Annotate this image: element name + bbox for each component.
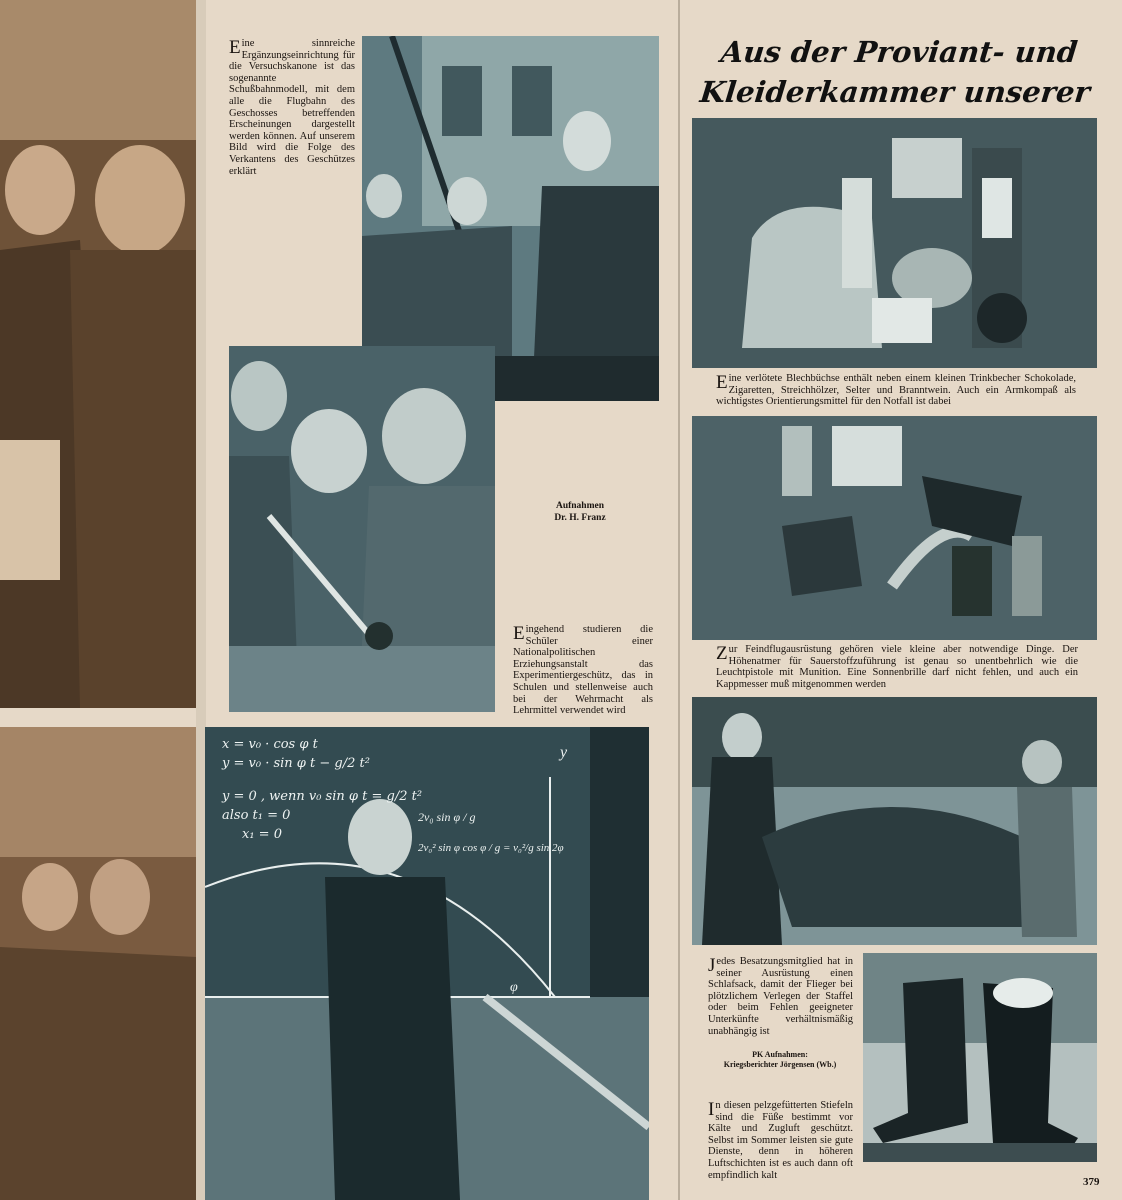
caption-schussbahnmodell xyxy=(229,38,355,177)
caption-initial: J xyxy=(708,955,716,976)
angle-label-phi: φ xyxy=(510,980,518,995)
caption-feindflug xyxy=(716,644,1078,690)
caption-initial: E xyxy=(513,623,525,644)
formula-7: 2v₀² sin φ cos φ / g = v₀²/g sin 2φ xyxy=(418,842,564,854)
headline-line1: Aus der Proviant- und xyxy=(719,35,1080,69)
photo-schlafsack xyxy=(692,697,1097,945)
caption-text: ingehend studieren die Schüler einer Nationalpolitischen Erziehungsanstalt das Experimentiergeschütz, das in Schulen und stellenweise auch bei der Wehrmacht als Lehrmittel verwendet wird xyxy=(513,624,653,717)
photo-feindflugausruestung xyxy=(692,416,1097,640)
credit-franz-line1: Aufnahmen xyxy=(555,501,605,511)
axis-label-y: y xyxy=(560,744,568,761)
caption-text: n diesen pelzgefütterten Stiefeln sind die Füße bestimmt vor Kälte und Zugluft geschützt. Selbst im Sommer leisten sie gute Dienste, denn in höheren Luftschichten ist es auch dann oft empfindlich kalt xyxy=(708,1100,853,1181)
left-photo-students-bottom xyxy=(0,727,196,1200)
formula-3: y = 0 , wenn v₀ sin φ t = g/2 t² xyxy=(222,789,423,804)
caption-experimentiergeschuetz xyxy=(513,624,653,717)
caption-text: ur Feindflugausrüstung gehören viele kleine aber notwendige Dinge. Der Höhenatmer für Sauerstoffzuführung ist genau so unentbehrlich wie die Leuchtpistole mit Munition. Eine Sonnenbrille darf nicht fehlen, und auch ein Kappmesser muß mitgenommen werden xyxy=(716,644,1078,690)
formula-2: y = v₀ · sin φ t − g/2 t² xyxy=(222,756,370,771)
photo-stiefel xyxy=(863,953,1097,1162)
caption-text: edes Besatzungsmitglied hat in seiner Ausrüstung einen Schlafsack, damit der Flieger bei plötzlichem Verlegen der Staffel oder beim Fehlen geeigneter Unterkünfte verhältnismäßig unabhängig ist xyxy=(708,956,853,1037)
credit-pk-line1: PK Aufnahmen: xyxy=(752,1050,808,1059)
photo-experimentiergeschuetz xyxy=(229,346,495,712)
credit-pk-line2: Kriegsberichter Jörgensen (Wb.) xyxy=(723,1060,837,1069)
headline-line2: Kleiderkammer unserer xyxy=(698,75,1092,109)
formula-4: also t₁ = 0 xyxy=(222,808,291,823)
caption-text: ine sinnreiche Ergänzungseinrichtung für die Versuchskanone ist das sogenannte Schußbahnmodell, mit dem alle die Flugbahn des Geschosses betreffenden Erscheinungen dargestellt werden können. Auf unserem Bild wird die Folge des Verkantens des Geschützes erklärt xyxy=(229,38,355,177)
caption-stiefel xyxy=(708,1100,853,1181)
photo-blechbuechse xyxy=(692,118,1097,368)
caption-schlafsack xyxy=(708,956,853,1037)
caption-text: ine verlötete Blechbüchse enthält neben einem kleinen Trinkbecher Schokolade, Zigaretten, Streichhölzer, Selter und Branntwein. Auch ein Armkompaß als wichtigstes Orientierungsmittel für den Notfall ist dabei xyxy=(716,373,1076,408)
formula-5: x₁ = 0 xyxy=(242,827,282,842)
left-photo-students-top xyxy=(0,0,196,708)
caption-initial: E xyxy=(716,372,728,393)
credit-pk xyxy=(705,1050,855,1070)
formula-1: x = v₀ · cos φ t xyxy=(222,737,318,752)
credit-franz-line2: Dr. H. Franz xyxy=(554,513,606,523)
credit-franz xyxy=(520,500,640,524)
caption-blechbuechse xyxy=(716,373,1076,408)
caption-initial: Z xyxy=(716,643,728,664)
blackboard-formulas xyxy=(222,735,512,875)
caption-initial: E xyxy=(229,37,241,58)
formula-6: 2v₀ sin φ / g xyxy=(418,810,476,824)
caption-initial: I xyxy=(708,1099,715,1120)
column-rule xyxy=(678,0,680,1200)
page-number: 379 xyxy=(1083,1176,1100,1188)
